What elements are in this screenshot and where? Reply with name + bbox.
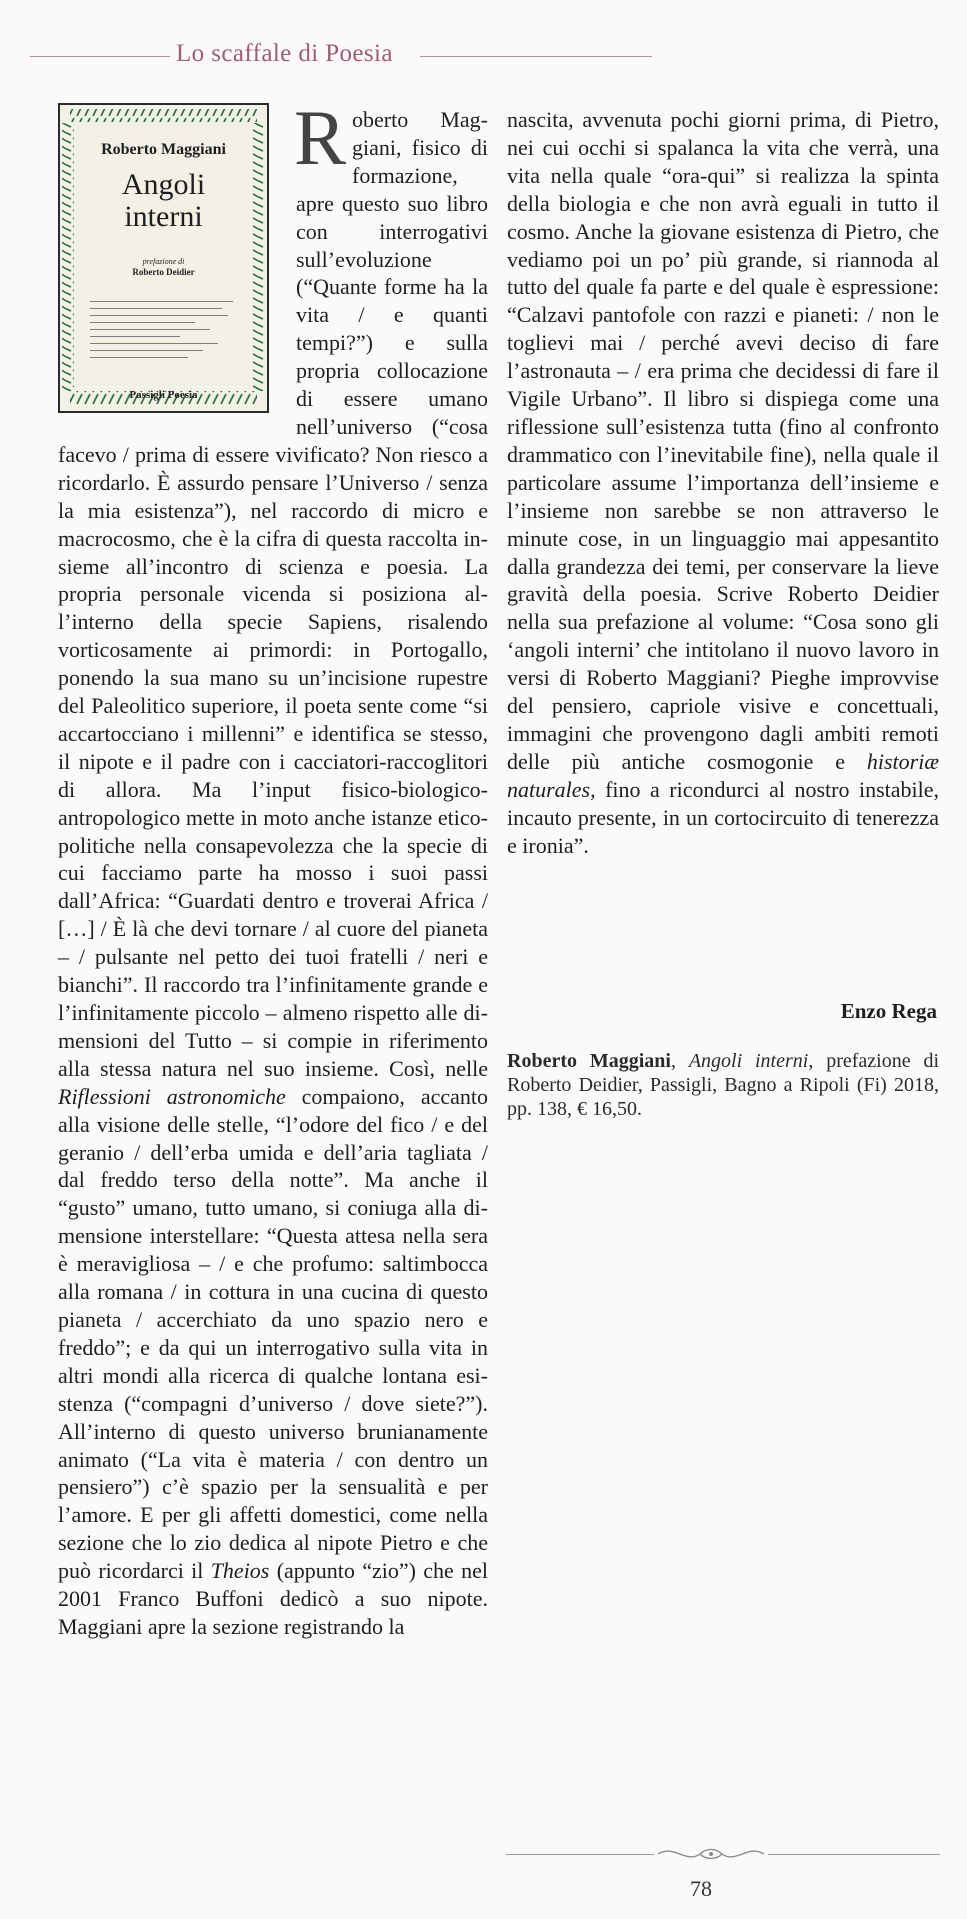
section-title: Lo scaffale di Poesia (176, 40, 393, 67)
cover-publisher: Passigli Poesia (129, 389, 198, 401)
page-number: 78 (690, 1876, 712, 1901)
cover-preface-label: prefazione di (142, 257, 185, 266)
biblio-title: Angoli interni (688, 1050, 809, 1072)
header-rule-left (30, 56, 170, 57)
biblio-author: Roberto Maggiani (507, 1050, 671, 1072)
author-signature: Enzo Rega (840, 999, 937, 1023)
drop-cap: R (294, 94, 347, 181)
cover-title-line1: Angoli (121, 168, 206, 201)
column2-text: nascita, avvenuta pochi giorni prima, di Pietro, nei cui occhi si spalanca la vita che verrà, una vita nella quale “ora-qui” si realizza la spinta della biologia e che non avrà eguali in tutto il cosmo. Anche la giovane esistenza di Pietro, che vediamo poi un po’ più grande, si riannoda al tutto del quale fa parte e del quale è espressione: “Calzavi pantofole con razzi e pianeti: / non le toglievi mai / perché avevi deciso di fare l’astronauta – / era prima che decidessi di fare il Vigile Urbano”. Il libro si dispiega come una riflessione sull’esistenza tutta (fino al confronto drammatico con l’inevitabile fine), nella quale il particolare assume l’importanza dell’insieme e l’insieme non sarebbe se non attraverso le minute cose, in un linguaggio mai appesantito dalla grandezza dei temi, per conservare la lieve gravità della poesia. Scrive Roberto Deidier nella sua prefazione al volume: “Cosa sono gli ‘angoli interni’ che intitolano il nuovo lavoro in versi di Roberto Maggiani? Pieghe improvvise del pensiero, capriole visive e concettuali, immagini che provengono dagli ambiti remoti delle più antiche cosmogonie e (507, 107, 939, 774)
emphasis-title: Theios (210, 1558, 270, 1584)
cover-author: Roberto Maggiani (101, 141, 226, 158)
header-rule-right (420, 56, 652, 57)
biblio-details: , prefazione di Roberto Deidier, Passigli, Bagno a Ripoli (Fi) 2018, pp. 138, € 16,50. (507, 1050, 939, 1120)
emphasis-title: historiæ naturales (507, 748, 939, 802)
cover-title-line2: interni (124, 200, 203, 233)
emphasis-title: Riflessioni astronomiche (58, 1083, 286, 1109)
article-column-2: nascita, avvenuta pochi giorni prima, di Pietro, nei cui occhi si spalanca la vita che verrà, una vita nella quale “ora-qui” si realizza la spinta della biologia e che non avrà eguali in tutto il cosmo. Anche la giovane esistenza di Pietro, che vediamo poi un po’ più grande, si riannoda al tutto del quale fa parte e del quale è espressione: “Calzavi pantofole con razzi e pianeti: / non le toglievi mai / perché avevi deciso di fare l’astronauta – / era prima che decidessi di fare il Vigile Urbano”. Il libro si dispiega come una riflessione sull’esistenza tutta (fino al confronto drammatico con l’inevitabile fine), nella quale il particolare assume l’importanza dell’insieme e l’insieme non sarebbe se non attraverso le minute cose, in un linguaggio mai appesantito dalla grandezza dei temi, per conservare la lieve gravità della poesia. Scrive Roberto Deidier nella sua prefazione al volume: “Cosa sono gli ‘angoli interni’ che intitolano il nuovo lavoro in versi di Roberto Maggiani? Pieghe improvvise del pensiero, capriole visive e concettuali, immagini che provengono dagli ambiti remoti delle più antiche cosmogonie e historiæ naturales, fino a ricondurci al nostro instabile, incauto presente, in un cortocircuito di tenerezza e ironia”. (507, 107, 939, 858)
flourish-ornament-icon (656, 1842, 766, 1866)
cover-preface-name: Roberto Deidier (132, 267, 195, 277)
column1-text: oberto Maggiani, fisico di formazione, apre questo suo libro con interrogativi sull’evoluzione (“Quante forme ha la vita / e quanti tempi?”) e sulla propria collocazione di essere umano nell’universo (“cosa facevo / prima di essere vivificato? Non riesco a ricordarlo. È assurdo pensare l’Universo / senza la mia esistenza”), nel raccordo di micro e macrocosmo, che è la cifra di questa raccolta insieme all’incontro di scienza e poesia. La propria personale vicenda si posiziona all’interno della specie Sapiens, risalendo vorticosamente ai primordi: in Portogallo, ponendo la sua mano su un’incisione rupestre del Paleolitico superiore, il poeta sente come “si accartocciano i millenni” e identifica se stesso, il nipote e il padre con i cacciatori-raccoglitori di allora. Ma l’input fisico-biologico-antropologico mette in moto anche istanze etico-politiche nella consapevolezza che la specie di cui facciamo parte ha mosso i suoi passi dall’Africa: “Guardati dentro e troverai Africa / […] / È là che devi tornare / al cuore del pianeta – / pulsante nel petto dei tuoi fratelli / neri e bianchi”. Il raccordo tra l’infinitamente grande e l’infinitamente piccolo – almeno rispetto alle dimensioni del Tutto – si compie in riferimento alla stessa natura nel suo insieme. (58, 107, 488, 1081)
footer-rule-right (768, 1854, 940, 1855)
footer-rule-left (506, 1854, 654, 1855)
bibliography-note: Roberto Maggiani, Angoli interni, prefazione di Roberto Deidier, Passigli, Bagno a Ripoli (Fi) 2018, pp. 138, € 16,50. (507, 1050, 939, 1120)
article-column-1: Roberto Maggiani, fisico di formazione, apre questo suo libro con interrogativi sull’evoluzione (“Quante forme ha la vita / e quanti tempi?”) e sulla propria collocazione di essere umano nell’universo (“cosa facevo / prima di essere vivificato? Non riesco a ricordarlo. È assurdo pensare l’Universo / senza la mia esistenza”), nel raccordo di micro e macrocosmo, che è la cifra di questa raccolta insieme all’incontro di scienza e poesia. La propria personale vicenda si posiziona all’interno della specie Sapiens, risalendo vorticosamente ai primordi: in Portogallo, ponendo la sua mano su un’incisione rupestre del Paleolitico superiore, il poeta sente come “si accartocciano i millenni” e identifica se stesso, il nipote e il padre con i cacciatori-raccoglitori di allora. Ma l’input fisico-biologico-antropologico mette in moto anche istanze etico-politiche nella consapevolezza che la specie di cui facciamo parte ha mosso i suoi passi dall’Africa: “Guardati dentro e troverai Africa / […] / È là che devi tornare / al cuore del pianeta – / pulsante nel petto dei tuoi fratelli / neri e bianchi”. Il raccordo tra l’infinitamente grande e l’infinitamente piccolo – almeno rispetto alle dimensioni del Tutto – si compie in riferimento alla stessa natura nel suo insieme. Così, nelle Riflessioni astronomiche compaiono, accanto alla visione delle stelle, “l’odore del fico / e del geranio / dell’erba umida e dell’aria tagliata / dal freddo terso della notte”. Ma anche il “gusto” umano, tutto umano, si coniuga alla dimensione interstellare: “Questa attesa nella sera è meravigliosa – / e che profumo: saltimbocca alla romana / in cottura in una cucina di questo pianeta / accerchiato da uno spazio nero e freddo”; e da qui un interrogativo sulla vita in altri mondi alla ricerca di qualche lontana esistenza (“compagni d’universo / dove siete?”). All’interno di questo universo brunianamente animato (“La vita è materia / con dentro un pensiero”) c’è spazio per la sensualità e per l’amore. E per gli affetti domestici, come nella sezione che lo zio dedica al nipote Pietro e che può ricordarci il Theios (appunto “zio”) che nel 2001 Franco Buffoni dedicò a suo nipote. Maggiani apre la sezione registrando la (58, 94, 488, 1639)
